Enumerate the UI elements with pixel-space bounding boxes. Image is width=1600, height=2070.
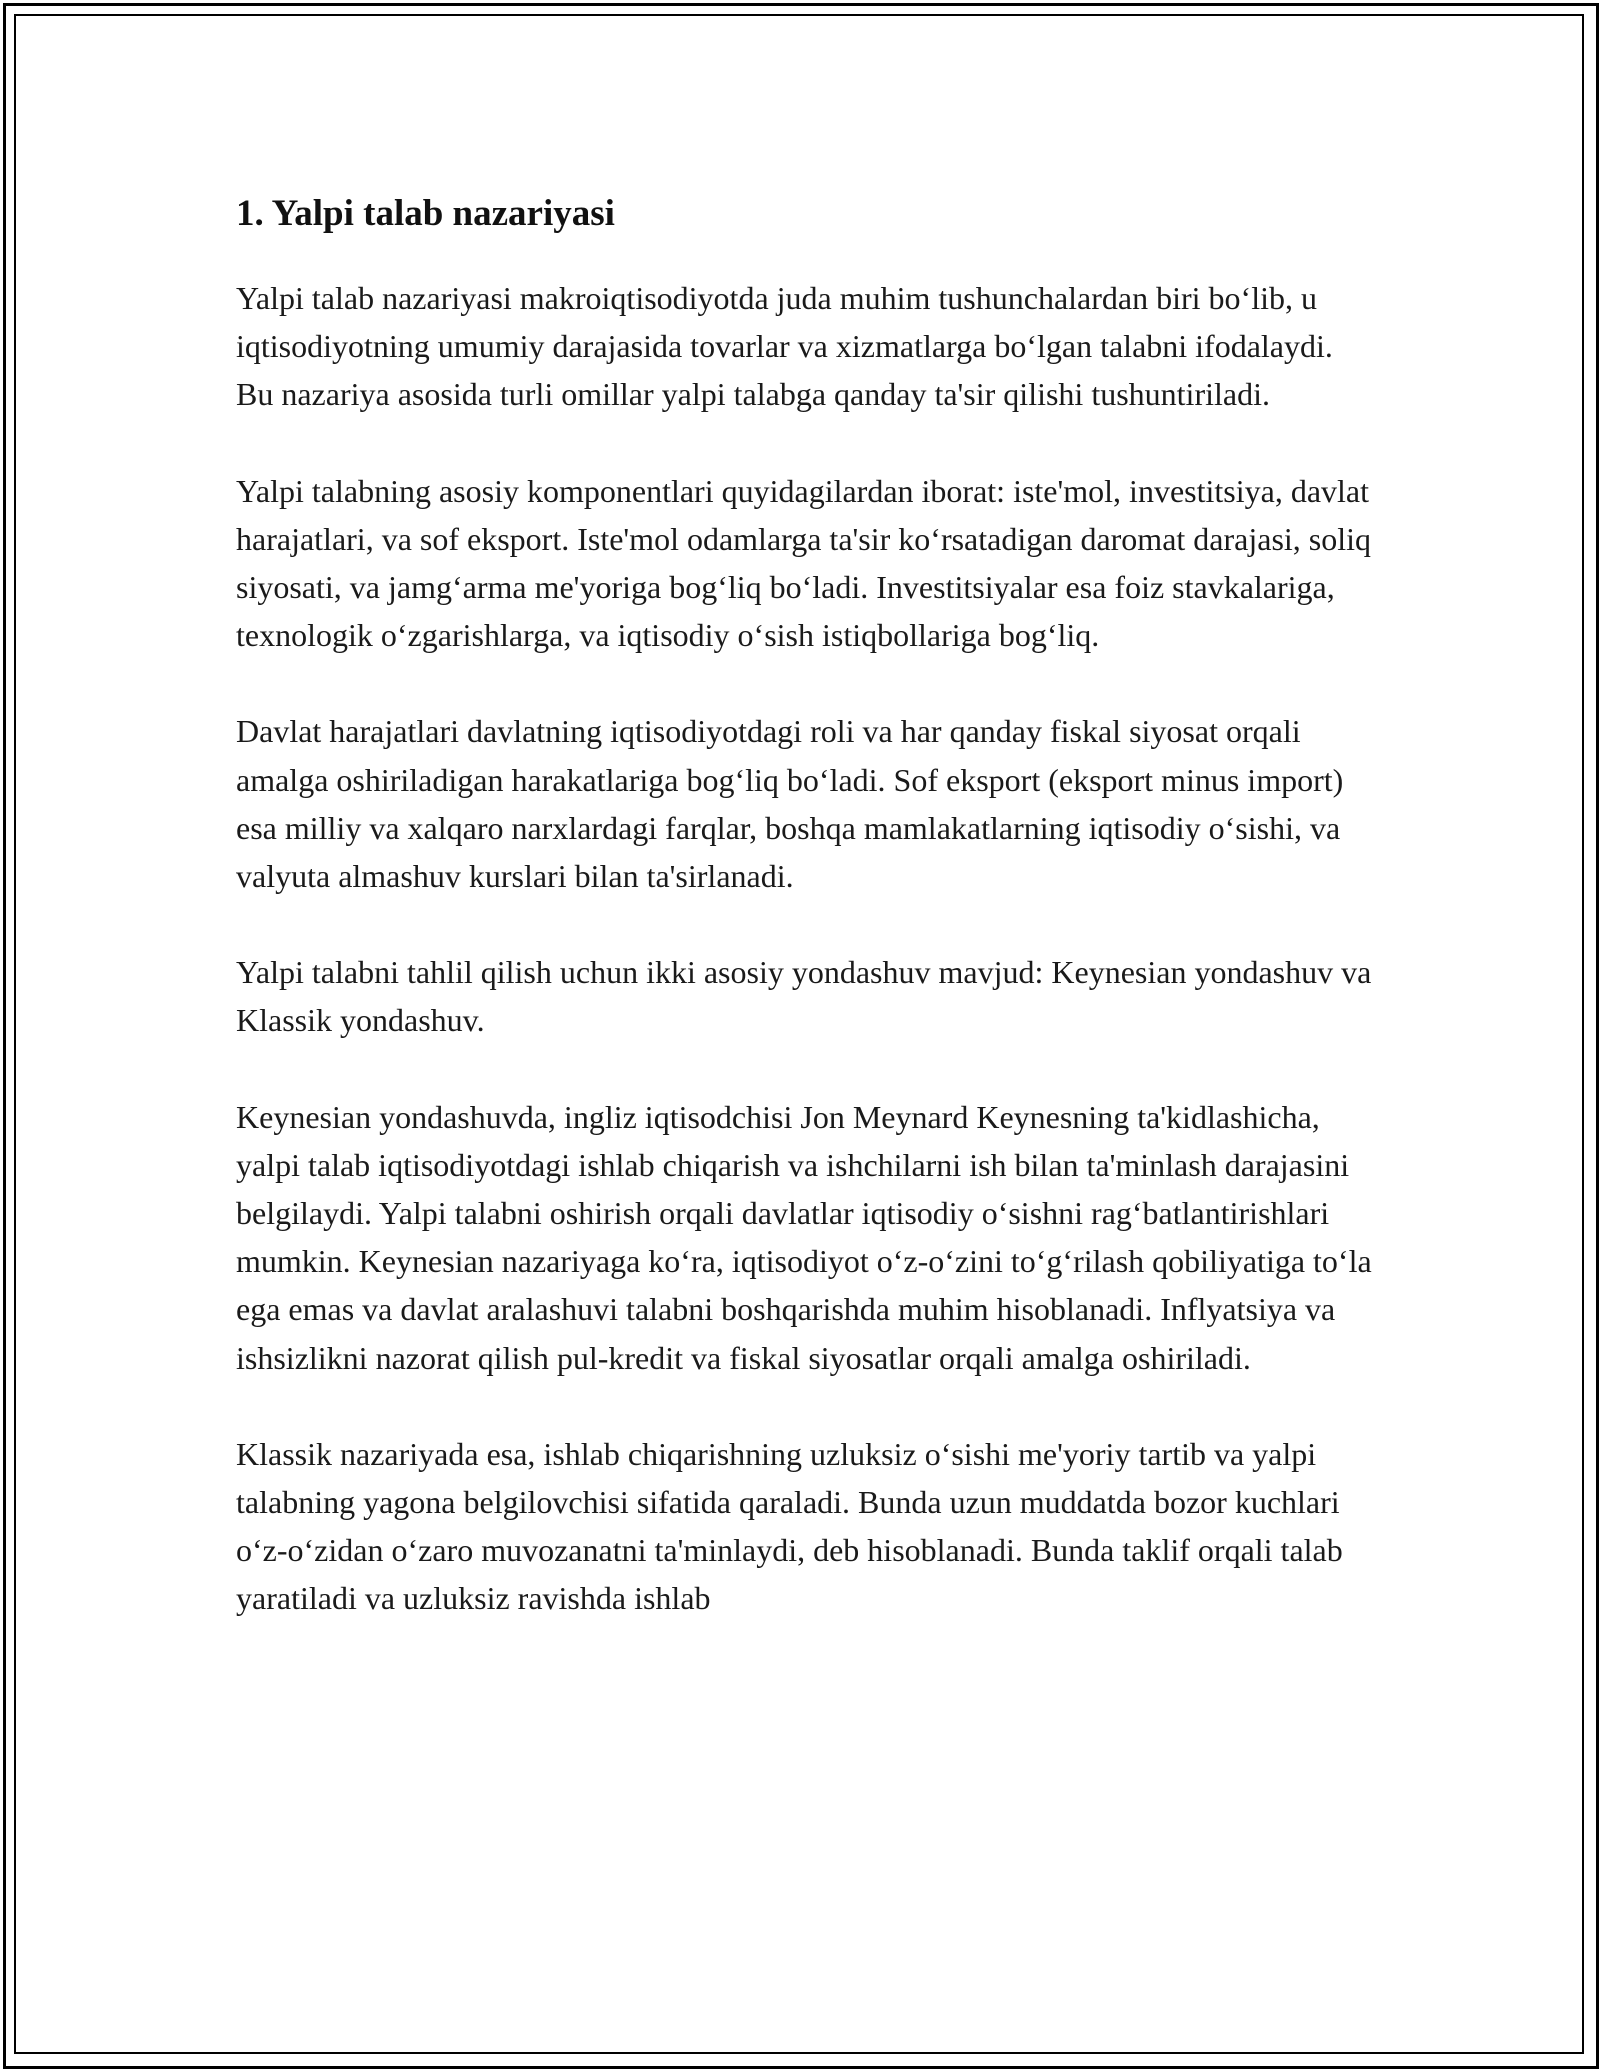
paragraph-approaches: Yalpi talabni tahlil qilish uchun ikki asosiy yondashuv mavjud: Keynesian yondashuv va Klassik yondashuv. <box>236 954 1372 1039</box>
paragraph-components: Yalpi talabning asosiy komponentlari quyidagilardan iborat: iste'mol, investitsiya, davlat harajatlari, va sof eksport. Iste'mol odamlarga ta'sir ko‘rsatadigan daromat darajasi, soliq siyosati, va jamg‘arma me'yoriga bog‘liq bo‘ladi. Investitsiyalar esa foiz stavkalariga, texnologik o‘zgarishlarga, va iqtisodiy o‘sish istiqbollariga bog‘liq. <box>236 472 1372 654</box>
paragraph-keynesian: Keynesian yondashuvda, ingliz iqtisodchisi Jon Meynard Keynesning ta'kidlashicha, yalpi talab iqtisodiyotdagi ishlab chiqarish va ishchilarni ish bilan ta'minlash darajasini belgilaydi. Yalpi talabni oshirish orqali davlatlar iqtisodiy o‘sishni rag‘batlantirishlari mumkin. Keynesian nazariyaga ko‘ra, iqtisodiyot o‘z-o‘zini to‘g‘rilash qobiliyatiga to‘la ega emas va davlat aralashuvi talabni boshqarishda muhim hisoblanadi. Inflyatsiya va ishsizlikni nazorat qilish pul-kredit va fiskal siyosatlar orqali amalga oshiriladi. <box>236 1098 1372 1376</box>
section-title: 1. Yalpi talab nazariyasi <box>236 193 615 234</box>
paragraph-classical: Klassik nazariyada esa, ishlab chiqarishning uzluksiz o‘sishi me'yoriy tartib va yalpi talabning yagona belgilovchisi sifatida qaraladi. Bunda uzun muddatda bozor kuchlari o‘z-o‘zidan o‘zaro muvozanatni ta'minlaydi, deb hisoblanadi. Bunda taklif orqali talab yaratiladi va uzluksiz ravishda ishlab <box>236 1435 1343 1617</box>
paragraph-intro: Yalpi talab nazariyasi makroiqtisodiyotda juda muhim tushunchalardan biri bo‘lib, u iqtisodiyotning umumiy darajasida tovarlar va xizmatlarga bo‘lgan talabni ifodalaydi. Bu nazariya asosida turli omillar yalpi talabga qanday ta'sir qilishi tushuntiriladi. <box>236 280 1333 413</box>
document-body <box>236 186 1376 1671</box>
paragraph-government-spending: Davlat harajatlari davlatning iqtisodiyotdagi roli va har qanday fiskal siyosat orqali amalga oshiriladigan harakatlariga bog‘liq bo‘ladi. Sof eksport (eksport minus import) esa milliy va xalqaro narxlardagi farqlar, boshqa mamlakatlarning iqtisodiy o‘sishi, va valyuta almashuv kurslari bilan ta'sirlanadi. <box>236 713 1344 895</box>
